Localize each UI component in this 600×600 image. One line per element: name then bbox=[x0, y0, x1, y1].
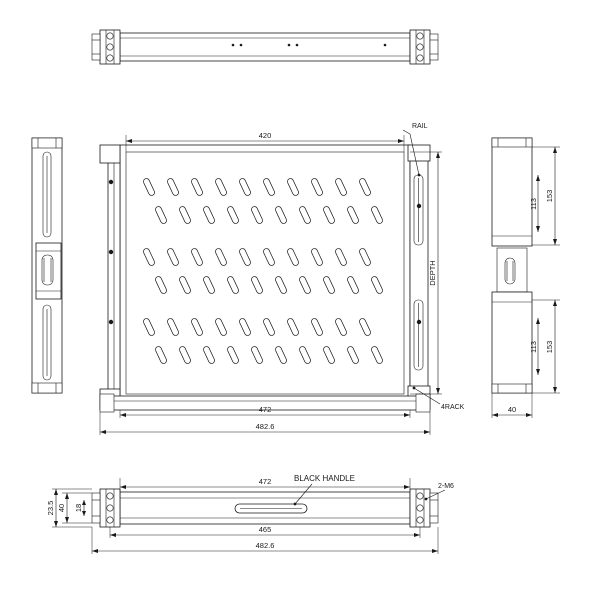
dim-panel-472 bbox=[120, 477, 410, 492]
dim-panel-18-label: 18 bbox=[74, 503, 83, 513]
plan-view bbox=[100, 123, 465, 435]
dim-153-upper-label: 153 bbox=[545, 189, 554, 203]
dim-panel-465 bbox=[110, 525, 420, 538]
dim-panel-40-label: 40 bbox=[57, 503, 66, 513]
right-side-view bbox=[492, 138, 560, 418]
dim-panel-23-5 bbox=[46, 489, 92, 527]
dim-panel-472-label: 472 bbox=[258, 477, 272, 486]
bottom-panel-view bbox=[46, 474, 454, 554]
dim-113-upper-label: 113 bbox=[529, 198, 538, 210]
top-view bbox=[92, 30, 438, 64]
dim-482-6 bbox=[100, 412, 430, 435]
dim-40-width-label: 40 bbox=[507, 405, 517, 414]
dim-panel-465-label: 465 bbox=[258, 525, 272, 534]
dim-153-lower-label: 153 bbox=[545, 340, 554, 354]
dim-113-lower-label: 113 bbox=[529, 341, 538, 353]
dim-depth-label: DEPTH bbox=[428, 260, 437, 286]
dim-panel-23-5-label: 23.5 bbox=[46, 500, 55, 516]
dim-472-label: 472 bbox=[258, 405, 272, 414]
rail-label: RAIL bbox=[412, 123, 428, 130]
dim-482-6-label: 482.6 bbox=[255, 422, 275, 431]
dim-420-label: 420 bbox=[258, 131, 272, 140]
rack-label: 4RACK bbox=[441, 404, 465, 411]
dim-40-width bbox=[492, 393, 532, 418]
dim-153-upper bbox=[532, 147, 560, 245]
screw-note-label: 2-M6 bbox=[438, 483, 454, 490]
dim-panel-18 bbox=[74, 500, 86, 516]
dim-panel-482-6-label: 482.6 bbox=[255, 541, 275, 550]
black-handle-label: BLACK HANDLE bbox=[294, 474, 355, 483]
left-side-view bbox=[32, 138, 62, 393]
